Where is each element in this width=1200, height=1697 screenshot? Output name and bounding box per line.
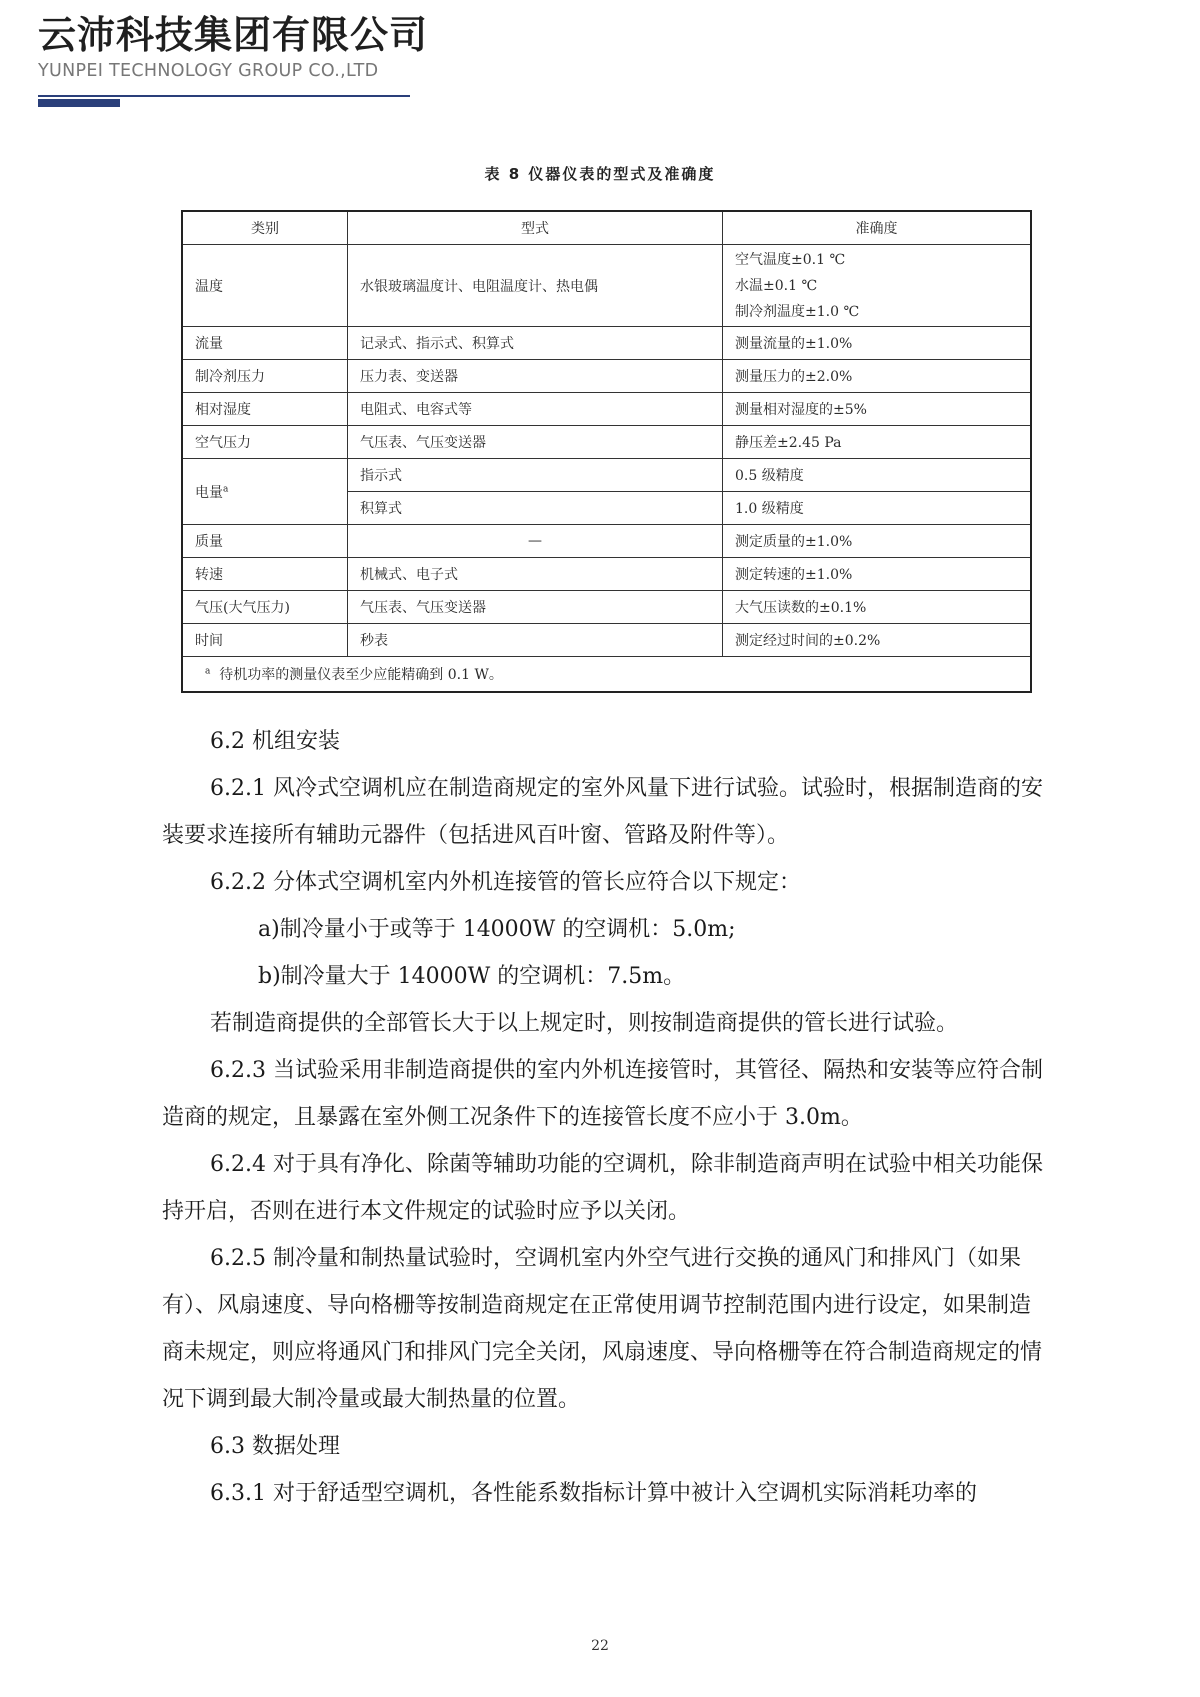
cell-type: 压力表、变送器 (348, 360, 723, 393)
cell-accuracy: 测定转速的±1.0% (723, 558, 1032, 591)
instrument-table (181, 210, 1032, 693)
page-header (38, 12, 429, 82)
table-row (182, 525, 1031, 558)
accuracy-line: 空气温度±0.1 ℃ (735, 251, 846, 268)
cell-category: 制冷剂压力 (182, 360, 348, 393)
header-rule (38, 95, 410, 97)
cell-type: 秒表 (348, 624, 723, 657)
cell-type: 机械式、电子式 (348, 558, 723, 591)
company-name-en: YUNPEI TECHNOLOGY GROUP CO.,LTD (38, 61, 379, 81)
table-row (182, 624, 1031, 657)
cell-accuracy: 0.5 级精度 (723, 459, 1032, 492)
cell-type: 电阻式、电容式等 (348, 393, 723, 426)
cell-accuracy: 测量相对湿度的±5% (723, 393, 1032, 426)
table-row (182, 426, 1031, 459)
list-item: a)制冷量小于或等于 14000W 的空调机：5.0m; (258, 917, 736, 942)
cell-category: 转速 (182, 558, 348, 591)
table-footnote-row (182, 657, 1031, 693)
cell-type: 积算式 (348, 492, 723, 525)
cell-type: 指示式 (348, 459, 723, 492)
cell-accuracy (723, 245, 1032, 327)
paragraph: 6.2.2 分体式空调机室内外机连接管的管长应符合以下规定： (210, 870, 801, 895)
table-row (182, 360, 1031, 393)
cell-accuracy: 测量压力的±2.0% (723, 360, 1032, 393)
paragraph: 6.2.3 当试验采用非制造商提供的室内外机连接管时，其管径、隔热和安装等应符合制造商的规定，且暴露在室外侧工况条件下的连接管长度不应小于 3.0m。 (162, 1058, 1043, 1130)
paragraph: 6.2.5 制冷量和制热量试验时，空调机室内外空气进行交换的通风门和排风门（如果有）、风扇速度、导向格栅等按制造商规定在正常使用调节控制范围内进行设定，如果制造商未规定，则应将通风门和排风门完全关闭，风扇速度、导向格栅等在符合制造商规定的情况下调到最大制冷量或最大制热量的位置。 (162, 1246, 1043, 1412)
table-header-type: 型式 (348, 211, 723, 245)
table-caption: 表 8 仪器仪表的型式及准确度 (484, 165, 716, 183)
category-label: 电量 (195, 484, 223, 501)
table-row (182, 393, 1031, 426)
table-row (182, 558, 1031, 591)
list-item: b)制冷量大于 14000W 的空调机：7.5m。 (258, 964, 686, 989)
cell-accuracy: 测定质量的±1.0% (723, 525, 1032, 558)
accuracy-line: 制冷剂温度±1.0 ℃ (735, 303, 860, 320)
footnote-mark: a (205, 666, 211, 677)
table-row (182, 327, 1031, 360)
cell-category: 流量 (182, 327, 348, 360)
paragraph: 6.2.1 风冷式空调机应在制造商规定的室外风量下进行试验。试验时，根据制造商的安装要求连接所有辅助元器件（包括进风百叶窗、管路及附件等）。 (162, 776, 1043, 848)
table-header-accuracy: 准确度 (723, 211, 1032, 245)
cell-category: 质量 (182, 525, 348, 558)
accuracy-line: 水温±0.1 ℃ (735, 277, 818, 294)
footnote-text: 待机功率的测量仪表至少应能精确到 0.1 W。 (219, 667, 503, 683)
cell-category: 温度 (182, 245, 348, 327)
table-row (182, 459, 1031, 492)
cell-type: — (348, 525, 723, 558)
body-text (162, 718, 1052, 1517)
header-accent-bar (38, 99, 120, 107)
paragraph: 若制造商提供的全部管长大于以上规定时，则按制造商提供的管长进行试验。 (210, 1011, 959, 1036)
paragraph: 6.2.4 对于具有净化、除菌等辅助功能的空调机，除非制造商声明在试验中相关功能保持开启，否则在进行本文件规定的试验时应予以关闭。 (162, 1152, 1043, 1224)
cell-type: 气压表、气压变送器 (348, 426, 723, 459)
cell-category: 相对湿度 (182, 393, 348, 426)
cell-type: 气压表、气压变送器 (348, 591, 723, 624)
cell-category: 气压(大气压力) (182, 591, 348, 624)
cell-accuracy: 1.0 级精度 (723, 492, 1032, 525)
cell-accuracy: 测量流量的±1.0% (723, 327, 1032, 360)
cell-accuracy: 测定经过时间的±0.2% (723, 624, 1032, 657)
company-name-cn: 云沛科技集团有限公司 (38, 13, 429, 57)
table-row (182, 591, 1031, 624)
cell-category (182, 459, 348, 525)
cell-accuracy: 静压差±2.45 Pa (723, 426, 1032, 459)
table-header-category: 类别 (182, 211, 348, 245)
footnote-ref: a (223, 483, 229, 494)
cell-category: 时间 (182, 624, 348, 657)
paragraph: 6.3.1 对于舒适型空调机，各性能系数指标计算中被计入空调机实际消耗功率的 (210, 1481, 977, 1506)
cell-accuracy: 大气压读数的±0.1% (723, 591, 1032, 624)
section-heading: 6.3 数据处理 (210, 1434, 340, 1459)
section-heading: 6.2 机组安装 (210, 729, 340, 754)
page-number: 22 (591, 1638, 609, 1654)
table-row (182, 245, 1031, 327)
cell-type: 水银玻璃温度计、电阻温度计、热电偶 (348, 245, 723, 327)
cell-type: 记录式、指示式、积算式 (348, 327, 723, 360)
table-footnote (182, 657, 1031, 693)
cell-category: 空气压力 (182, 426, 348, 459)
